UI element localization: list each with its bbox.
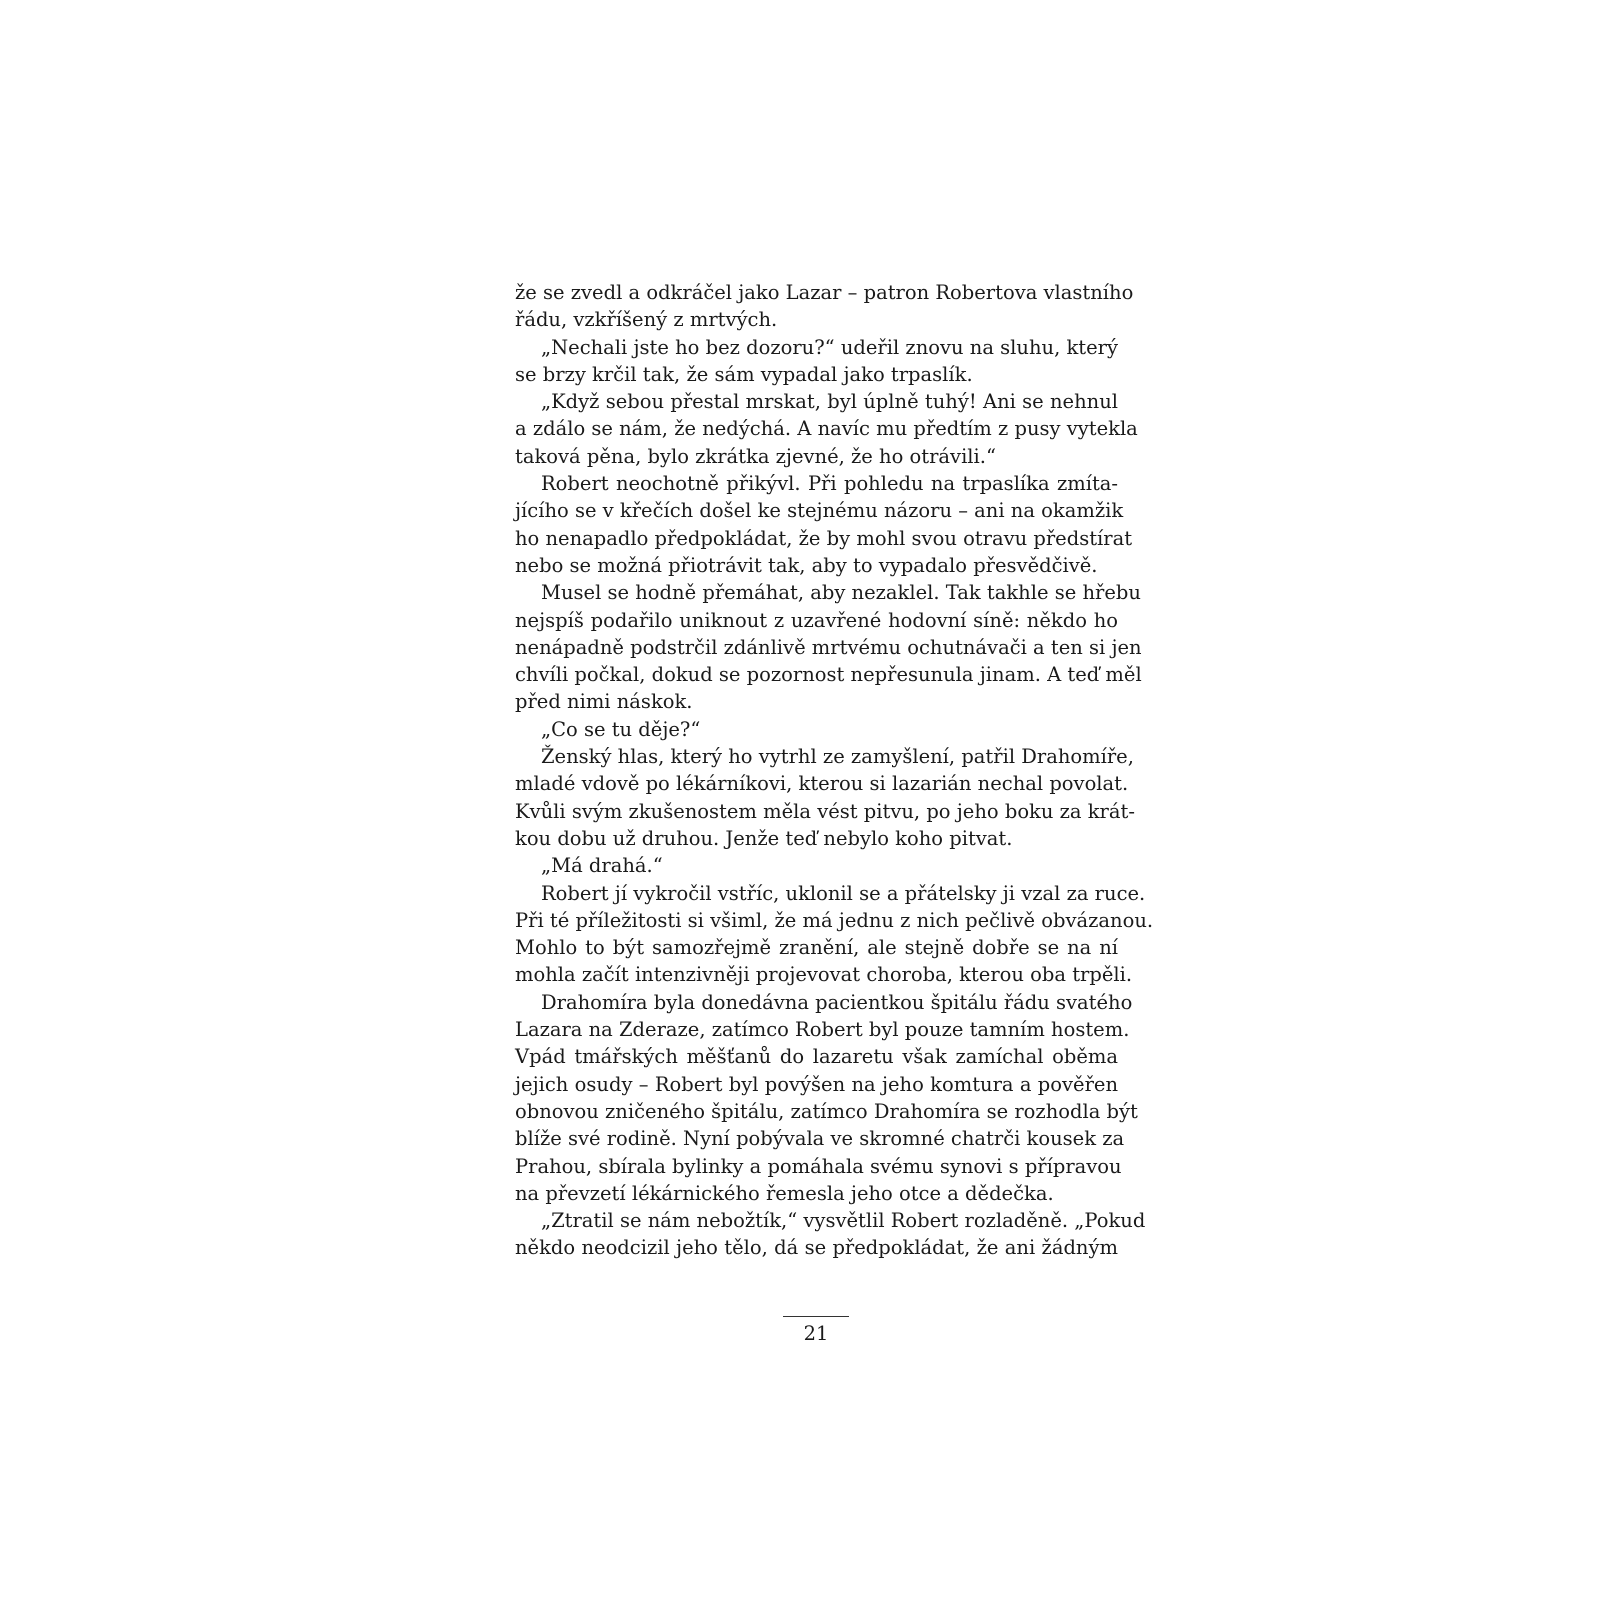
text-line: někdo neodcizil jeho tělo, dá se předpokládat, že ani žádným bbox=[515, 1236, 1118, 1260]
text-line: Robert neochotně přikývl. Při pohledu na trpaslíka zmíta- bbox=[541, 472, 1118, 496]
text-line: chvíli počkal, dokud se pozornost nepřesunula jinam. A teď měl bbox=[515, 663, 1142, 687]
text-line: jejich osudy – Robert byl povýšen na jeho komtura a pověřen bbox=[515, 1072, 1118, 1096]
footer-divider bbox=[783, 1316, 849, 1317]
text-line: „Co se tu děje?“ bbox=[541, 717, 701, 741]
body-text bbox=[515, 279, 1154, 1262]
text-line: na převzetí lékárnického řemesla jeho otce a dědečka. bbox=[515, 1181, 1054, 1205]
text-line: mohla začít intenzivněji projevovat choroba, kterou oba trpěli. bbox=[515, 963, 1133, 987]
text-line: Mohlo to být samozřejmě zranění, ale stejně dobře se na ní bbox=[515, 936, 1118, 960]
text-line: Prahou, sbírala bylinky a pomáhala svému synovi s přípravou bbox=[515, 1154, 1122, 1178]
text-line: nenápadně podstrčil zdánlivě mrtvému ochutnávači a ten si jen bbox=[515, 635, 1142, 659]
text-line: se brzy krčil tak, že sám vypadal jako trpaslík. bbox=[515, 362, 973, 386]
page-number: 21 bbox=[803, 1322, 829, 1345]
text-line: jícího se v křečích došel ke stejnému názoru – ani na okamžik bbox=[515, 499, 1124, 523]
text-line: blíže své rodině. Nyní pobývala ve skromné chatrči kousek za bbox=[515, 1127, 1125, 1151]
text-line: „Má drahá.“ bbox=[541, 854, 663, 878]
text-line: Kvůli svým zkušenostem měla vést pitvu, po jeho boku za krát- bbox=[515, 799, 1135, 823]
text-line: nebo se možná přiotrávit tak, aby to vypadalo přesvědčivě. bbox=[515, 553, 1098, 577]
text-line: Při té příležitosti si všiml, že má jednu z nich pečlivě obvázanou. bbox=[515, 908, 1154, 932]
text-line: Drahomíra byla donedávna pacientkou špitálu řádu svatého bbox=[541, 990, 1133, 1014]
text-line: řádu, vzkříšený z mrtvých. bbox=[515, 308, 778, 332]
text-line: „Když sebou přestal mrskat, byl úplně tuhý! Ani se nehnul bbox=[541, 390, 1118, 414]
text-line: nejspíš podařilo uniknout z uzavřené hodovní síně: někdo ho bbox=[515, 608, 1118, 632]
text-line: „Ztratil se nám nebožtík,“ vysvětlil Robert rozladěně. „Pokud bbox=[541, 1209, 1146, 1233]
text-line: Vpád tmářských měšťanů do lazaretu však zamíchal oběma bbox=[515, 1045, 1118, 1069]
text-line: taková pěna, bylo zkrátka zjevné, že ho otrávili.“ bbox=[515, 444, 996, 468]
text-line: že se zvedl a odkráčel jako Lazar – patron Robertova vlastního bbox=[515, 281, 1134, 304]
text-line: Lazara na Zderaze, zatímco Robert byl pouze tamním hostem. bbox=[515, 1018, 1130, 1042]
text-line: před nimi náskok. bbox=[515, 690, 693, 714]
text-line: Ženský hlas, který ho vytrhl ze zamyšlení, patřil Drahomíře, bbox=[541, 745, 1134, 769]
text-line: „Nechali jste ho bez dozoru?“ udeřil znovu na sluhu, který bbox=[541, 335, 1118, 359]
text-line: a zdálo se nám, že nedýchá. A navíc mu předtím z pusy vytekla bbox=[515, 417, 1138, 441]
text-line: ho nenapadlo předpokládat, že by mohl svou otravu předstírat bbox=[515, 526, 1133, 550]
text-line: Robert jí vykročil vstříc, uklonil se a přátelsky ji vzal za ruce. bbox=[541, 881, 1146, 905]
text-line: Musel se hodně přemáhat, aby nezaklel. Tak takhle se hřebu bbox=[541, 581, 1141, 605]
text-line: kou dobu už druhou. Jenže teď nebylo koho pitvat. bbox=[515, 826, 1013, 850]
text-line: mladé vdově po lékárníkovi, kterou si lazarián nechal povolat. bbox=[515, 772, 1129, 796]
text-line: obnovou zničeného špitálu, zatímco Drahomíra se rozhodla být bbox=[515, 1099, 1138, 1123]
